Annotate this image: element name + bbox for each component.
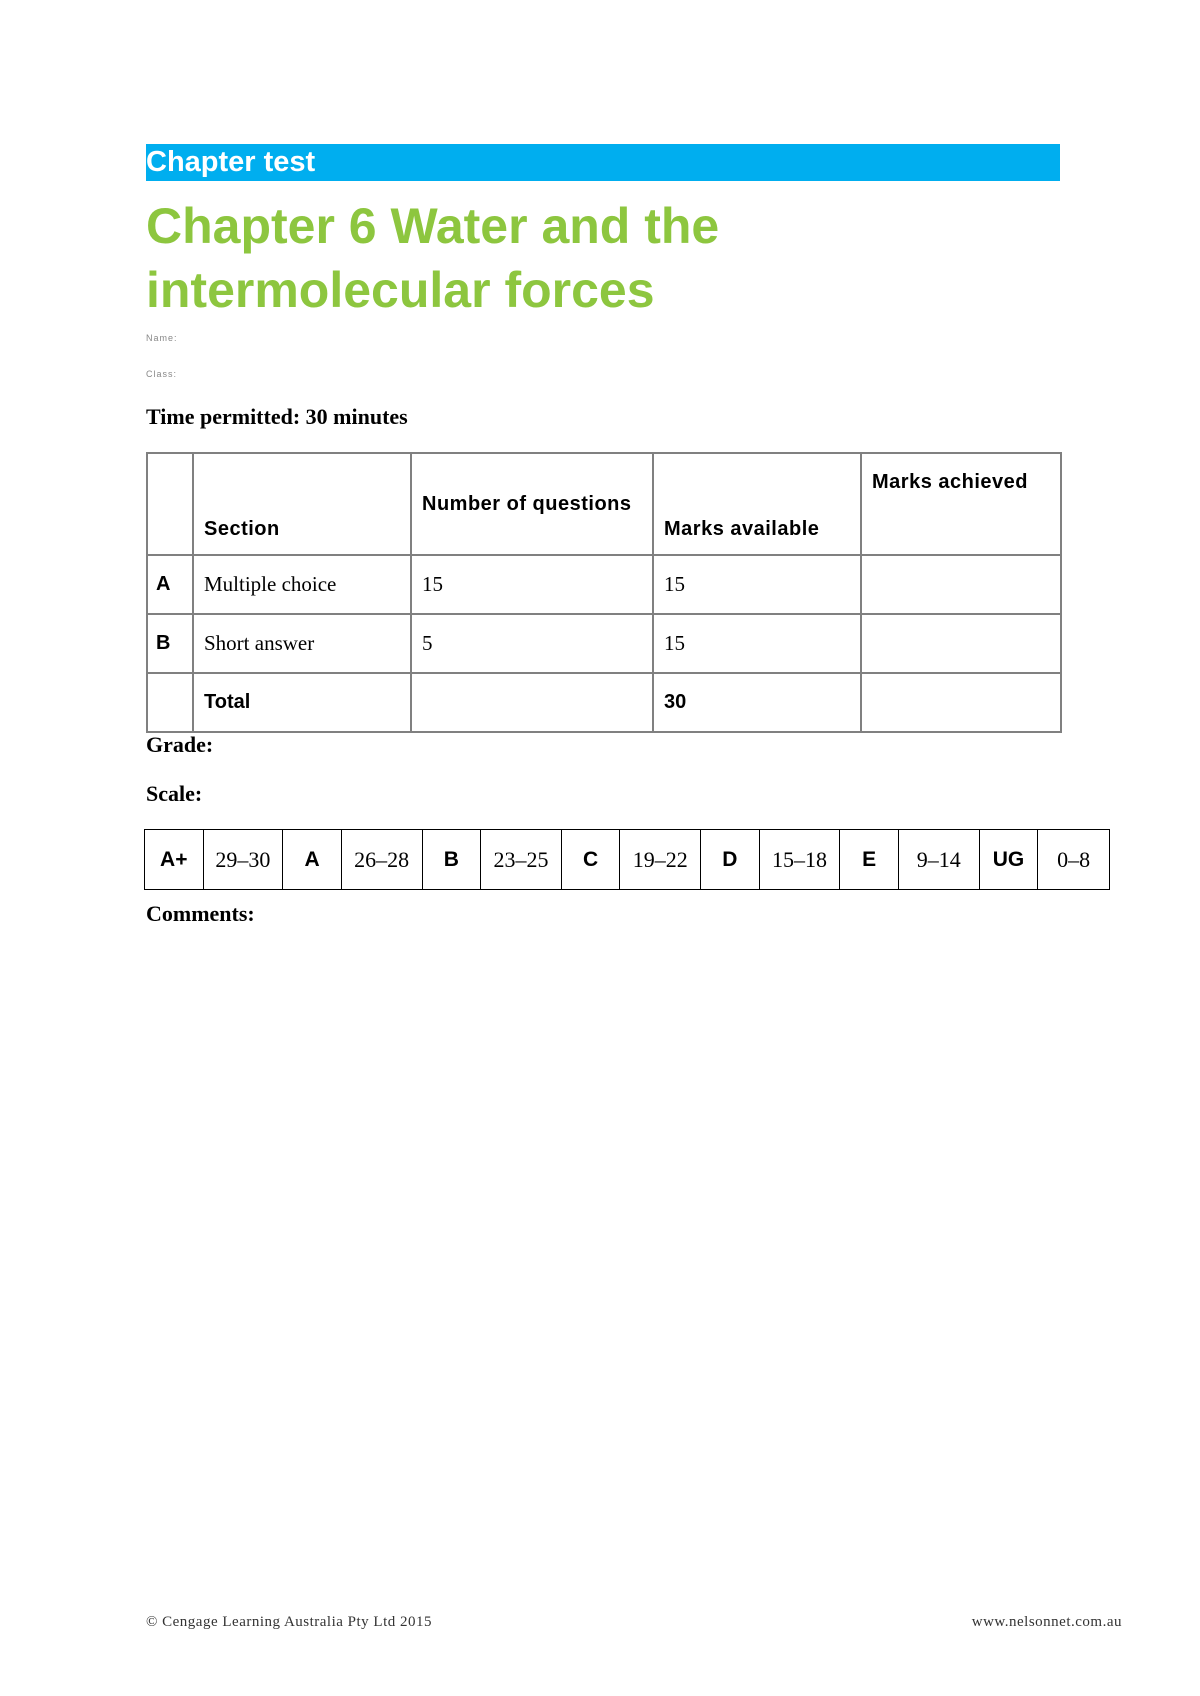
header-number-of-questions: Number of questions bbox=[411, 453, 653, 555]
marks-table-header bbox=[147, 453, 1061, 555]
table-row bbox=[147, 614, 1061, 673]
grade-letter: B bbox=[422, 830, 481, 890]
footer-copyright: © Cengage Learning Australia Pty Ltd 2015 bbox=[146, 1614, 433, 1630]
total-marks: 30 bbox=[653, 673, 861, 732]
question-count bbox=[411, 673, 653, 732]
time-permitted: Time permitted: 30 minutes bbox=[146, 404, 408, 429]
table-row bbox=[147, 555, 1061, 614]
section-name: Multiple choice bbox=[193, 555, 411, 614]
table-row-total bbox=[147, 673, 1061, 732]
header-marks-available: Marks available bbox=[653, 453, 861, 555]
question-count: 5 bbox=[411, 614, 653, 673]
grade-label: Grade: bbox=[146, 732, 214, 757]
grade-letter: A bbox=[283, 830, 342, 890]
footer-url[interactable]: www.nelsonnet.com.au bbox=[971, 1614, 1122, 1630]
title-line-2: intermolecular forces bbox=[146, 262, 655, 318]
banner-text: Chapter test bbox=[146, 146, 316, 178]
grade-scale-row bbox=[145, 830, 1110, 890]
grade-range: 19–22 bbox=[620, 830, 701, 890]
marks-available: 15 bbox=[653, 614, 861, 673]
grade-letter: D bbox=[701, 830, 760, 890]
section-letter: B bbox=[147, 614, 193, 673]
header-cell bbox=[147, 453, 193, 555]
marks-table bbox=[146, 452, 1062, 733]
grade-range: 29–30 bbox=[203, 830, 283, 890]
section-letter bbox=[147, 673, 193, 732]
class-label: Class: bbox=[146, 369, 178, 379]
grade-range: 26–28 bbox=[341, 830, 422, 890]
name-label: Name: bbox=[146, 333, 178, 343]
comments-label: Comments: bbox=[146, 901, 255, 926]
grade-range: 0–8 bbox=[1038, 830, 1110, 890]
grade-range: 15–18 bbox=[759, 830, 840, 890]
grade-letter: C bbox=[561, 830, 620, 890]
question-count: 15 bbox=[411, 555, 653, 614]
marks-achieved-cell[interactable] bbox=[861, 673, 1061, 732]
section-name: Short answer bbox=[193, 614, 411, 673]
chapter-test-banner bbox=[146, 144, 1060, 181]
marks-achieved-cell[interactable] bbox=[861, 555, 1061, 614]
grade-letter: UG bbox=[979, 830, 1038, 890]
marks-available: 15 bbox=[653, 555, 861, 614]
grade-letter: A+ bbox=[145, 830, 204, 890]
grade-range: 9–14 bbox=[898, 830, 979, 890]
total-label: Total bbox=[193, 673, 411, 732]
grade-scale-table bbox=[144, 829, 1110, 890]
header-section: Section bbox=[193, 453, 411, 555]
marks-achieved-cell[interactable] bbox=[861, 614, 1061, 673]
grade-range: 23–25 bbox=[481, 830, 562, 890]
section-letter: A bbox=[147, 555, 193, 614]
scale-label: Scale: bbox=[146, 781, 203, 806]
title-line-1: Chapter 6 Water and the bbox=[146, 198, 720, 254]
page-title bbox=[146, 194, 1046, 322]
header-marks-achieved: Marks achieved bbox=[861, 453, 1061, 555]
grade-letter: E bbox=[840, 830, 899, 890]
